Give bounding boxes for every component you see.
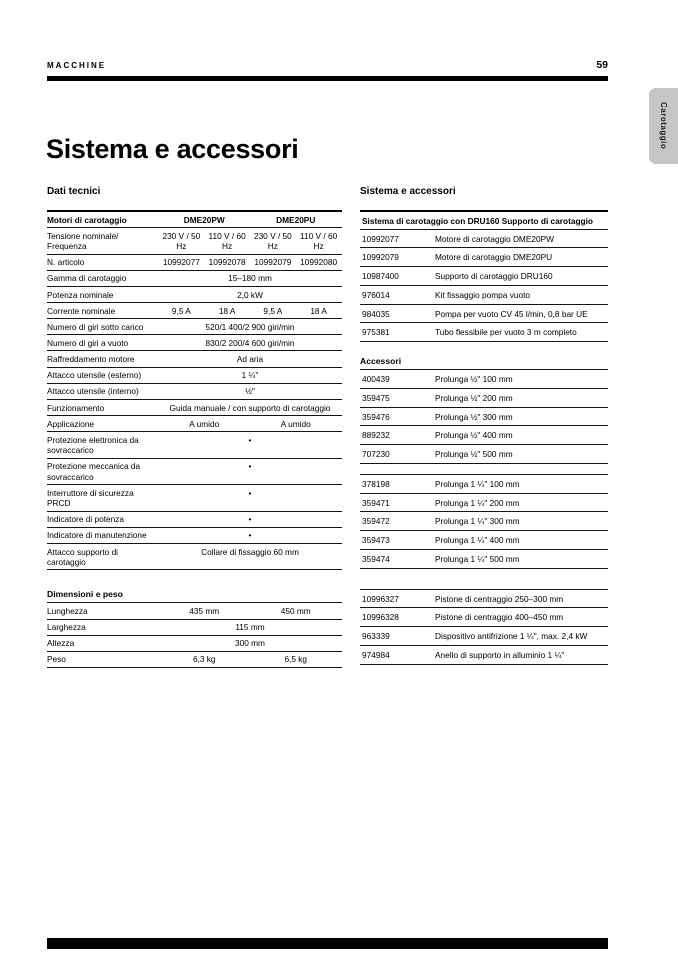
article-row bbox=[360, 494, 608, 513]
article-number: 10992079 bbox=[362, 252, 399, 263]
page-title: Sistema e accessori bbox=[46, 134, 299, 164]
spec-row bbox=[47, 286, 342, 302]
article-number: 976014 bbox=[362, 289, 390, 300]
article-description: Supporto di carotaggio DRU160 bbox=[435, 271, 553, 281]
article-number: 974984 bbox=[362, 649, 390, 660]
system-table-heading: Sistema di carotaggio con DRU160 Supporto di carotaggio bbox=[360, 212, 608, 230]
spec-row-value: 9,5 A bbox=[159, 303, 205, 319]
spec-row bbox=[47, 543, 342, 570]
spec-row bbox=[47, 383, 342, 399]
spec-row bbox=[47, 527, 342, 543]
article-description: Prolunga 1 ¼" 300 mm bbox=[435, 516, 520, 527]
article-description: Pistone di centraggio 250–300 mm bbox=[435, 593, 564, 604]
article-row bbox=[360, 230, 608, 249]
article-row bbox=[360, 550, 608, 569]
accessory-groups bbox=[360, 370, 608, 665]
page-number: 59 bbox=[596, 59, 608, 71]
article-description: Motore di carotaggio DME20PU bbox=[435, 252, 553, 263]
spec-row bbox=[47, 603, 342, 619]
spec-row bbox=[47, 351, 342, 367]
spec-row-value: Ad aria bbox=[159, 351, 342, 367]
article-description: Prolunga ½" 500 mm bbox=[435, 449, 513, 459]
spec-row-value: 9,5 A bbox=[251, 303, 297, 319]
spec-row bbox=[47, 303, 342, 319]
article-row bbox=[360, 590, 608, 609]
header-section-label: MACCHINE bbox=[47, 61, 107, 70]
article-number: 359476 bbox=[362, 411, 390, 422]
spec-row bbox=[47, 635, 342, 651]
spec-row bbox=[47, 367, 342, 383]
spec-header-row bbox=[47, 211, 342, 228]
spec-row-value: 18 A bbox=[296, 303, 342, 319]
article-row bbox=[360, 323, 608, 342]
article-row bbox=[360, 389, 608, 408]
article-row bbox=[360, 445, 608, 464]
spec-row-value: 6,5 kg bbox=[251, 651, 343, 667]
spec-row-value: 230 V / 50 Hz bbox=[159, 228, 205, 255]
spec-row-value: Guida manuale / con supporto di carotaggio bbox=[159, 399, 342, 415]
spec-row-label: Numero di giri sotto carico bbox=[47, 319, 159, 335]
model-column-header: DME20PU bbox=[251, 211, 343, 228]
spec-row bbox=[47, 432, 342, 459]
spec-row-value: 830/2 200/4 600 giri/min bbox=[159, 335, 342, 351]
header-rule bbox=[47, 76, 608, 81]
article-number: 963339 bbox=[362, 631, 390, 641]
article-description: Prolunga ½" 100 mm bbox=[435, 374, 513, 384]
article-number: 10987400 bbox=[362, 271, 399, 281]
dims-table-body bbox=[47, 603, 342, 667]
model-column-header: DME20PW bbox=[159, 211, 251, 228]
article-description: Prolunga 1 ¼" 500 mm bbox=[435, 553, 520, 564]
article-number: 359473 bbox=[362, 535, 390, 545]
spec-row-value: 10992078 bbox=[205, 254, 251, 270]
article-description: Kit fissaggio pompa vuoto bbox=[435, 289, 531, 300]
article-row bbox=[360, 512, 608, 531]
spec-row-label: Attacco supporto di carotaggio bbox=[47, 543, 159, 570]
article-number: 984035 bbox=[362, 308, 390, 319]
system-table bbox=[360, 210, 608, 342]
spec-row-value: 230 V / 50 Hz bbox=[251, 228, 297, 255]
spec-row-label: Protezione meccanica da sovraccarico bbox=[47, 458, 159, 485]
article-number: 975381 bbox=[362, 327, 390, 338]
accessory-group bbox=[360, 474, 608, 569]
article-number: 10996327 bbox=[362, 593, 399, 604]
article-row bbox=[360, 248, 608, 267]
article-description: Prolunga ½" 300 mm bbox=[435, 411, 513, 422]
article-row bbox=[360, 286, 608, 305]
article-number: 889232 bbox=[362, 430, 390, 441]
dimensions-table bbox=[47, 603, 342, 668]
side-tab-label: Carotaggio bbox=[659, 102, 668, 150]
spec-row-label: Tensione nominale/ Frequenza bbox=[47, 228, 159, 255]
spec-row-label: Interruttore di sicurezza PRCD bbox=[47, 485, 159, 512]
article-row bbox=[360, 646, 608, 665]
article-row bbox=[360, 370, 608, 389]
accessories-heading: Accessori bbox=[360, 356, 608, 370]
article-row bbox=[360, 531, 608, 550]
spec-row-value: 6,3 kg bbox=[159, 651, 251, 667]
spec-row-value: 10992079 bbox=[251, 254, 297, 270]
article-number: 359471 bbox=[362, 497, 390, 508]
spec-row-label: Gamma di carotaggio bbox=[47, 270, 159, 286]
article-number: 359472 bbox=[362, 516, 390, 527]
spec-row-value: 435 mm bbox=[159, 603, 251, 619]
spec-row-label: Applicazione bbox=[47, 416, 159, 432]
article-row bbox=[360, 267, 608, 286]
article-description: Pistone di centraggio 400–450 mm bbox=[435, 612, 564, 623]
spec-row-value: 10992077 bbox=[159, 254, 205, 270]
article-description: Prolunga ½" 400 mm bbox=[435, 430, 513, 441]
spec-row-label: Larghezza bbox=[47, 619, 159, 635]
spec-row-value: • bbox=[159, 432, 342, 459]
article-row bbox=[360, 475, 608, 494]
spec-row bbox=[47, 619, 342, 635]
tech-table bbox=[47, 210, 342, 570]
article-description: Dispositivo antifrizione 1 ¼", max. 2,4 kW bbox=[435, 631, 588, 641]
spec-row-label: N. articolo bbox=[47, 254, 159, 270]
spec-row bbox=[47, 254, 342, 270]
spec-row-label: Indicatore di manutenzione bbox=[47, 527, 159, 543]
spec-row bbox=[47, 511, 342, 527]
spec-row-label: Numero di giri a vuoto bbox=[47, 335, 159, 351]
system-table-rows bbox=[360, 230, 608, 343]
article-description: Motore di carotaggio DME20PW bbox=[435, 233, 554, 244]
spec-row-value: 115 mm bbox=[159, 619, 342, 635]
spec-row-value: 10992080 bbox=[296, 254, 342, 270]
spec-row-label: Protezione elettronica da sovraccarico bbox=[47, 432, 159, 459]
article-description: Prolunga 1 ¼" 400 mm bbox=[435, 535, 520, 545]
article-description: Pompa per vuoto CV 45 l/min, 0,8 bar UE bbox=[435, 308, 588, 319]
spec-row-value: 300 mm bbox=[159, 635, 342, 651]
spec-row bbox=[47, 651, 342, 667]
accessory-group bbox=[360, 370, 608, 464]
spec-row-value: 2,0 kW bbox=[159, 286, 342, 302]
article-description: Prolunga ½" 200 mm bbox=[435, 392, 513, 403]
spec-row bbox=[47, 335, 342, 351]
side-tab-carotaggio bbox=[649, 88, 678, 164]
spec-row-value: A umido bbox=[251, 416, 343, 432]
right-column bbox=[360, 186, 608, 665]
article-row bbox=[360, 426, 608, 445]
spec-row-value: 450 mm bbox=[251, 603, 343, 619]
spec-row-value: 110 V / 60 Hz bbox=[296, 228, 342, 255]
spec-row-value: Collare di fissaggio 60 mm bbox=[159, 543, 342, 570]
article-number: 400439 bbox=[362, 374, 390, 384]
spec-row-value: • bbox=[159, 527, 342, 543]
spec-row-label: Peso bbox=[47, 651, 159, 667]
article-number: 359475 bbox=[362, 392, 390, 403]
spec-row-value: ½" bbox=[159, 383, 342, 399]
spec-row bbox=[47, 319, 342, 335]
spec-row-label: Attacco utensile (esterno) bbox=[47, 367, 159, 383]
left-column bbox=[47, 186, 342, 668]
spec-row bbox=[47, 416, 342, 432]
article-number: 10996328 bbox=[362, 612, 399, 623]
article-number: 359474 bbox=[362, 553, 390, 564]
article-number: 10992077 bbox=[362, 233, 399, 244]
spec-row-label: Altezza bbox=[47, 635, 159, 651]
spec-row-value: 520/1 400/2 900 giri/min bbox=[159, 319, 342, 335]
spec-row-value: 1 ¼" bbox=[159, 367, 342, 383]
spec-row-value: • bbox=[159, 458, 342, 485]
spec-row-value: 15–180 mm bbox=[159, 270, 342, 286]
article-description: Tubo flessibile per vuoto 3 m completo bbox=[435, 327, 577, 338]
article-description: Anello di supporto in alluminio 1 ¼" bbox=[435, 649, 565, 660]
spec-row-value: • bbox=[159, 485, 342, 512]
spec-row-value: A umido bbox=[159, 416, 251, 432]
right-column-heading: Sistema e accessori bbox=[360, 186, 456, 197]
left-column-heading: Dati tecnici bbox=[47, 186, 101, 197]
tech-table-body bbox=[47, 211, 342, 570]
article-description: Prolunga 1 ¼" 200 mm bbox=[435, 497, 520, 508]
spec-row bbox=[47, 270, 342, 286]
article-row bbox=[360, 408, 608, 427]
footer-rule bbox=[47, 938, 608, 949]
article-row bbox=[360, 608, 608, 627]
article-number: 707230 bbox=[362, 449, 390, 459]
article-description: Prolunga 1 ¼" 100 mm bbox=[435, 478, 520, 489]
article-number: 378198 bbox=[362, 478, 390, 489]
spec-row-value: 18 A bbox=[205, 303, 251, 319]
spec-row bbox=[47, 485, 342, 512]
dimensions-heading: Dimensioni e peso bbox=[47, 589, 342, 603]
spec-row-label: Funzionamento bbox=[47, 399, 159, 415]
accessory-group bbox=[360, 589, 608, 665]
spec-row-label: Attacco utensile (interno) bbox=[47, 383, 159, 399]
spec-row bbox=[47, 458, 342, 485]
spec-row bbox=[47, 228, 342, 255]
spec-row-label: Corrente nominale bbox=[47, 303, 159, 319]
spec-row-label: Raffreddamento motore bbox=[47, 351, 159, 367]
article-row bbox=[360, 627, 608, 646]
spec-row-label: Lunghezza bbox=[47, 603, 159, 619]
spec-row-label: Potenza nominale bbox=[47, 286, 159, 302]
spec-row-value: • bbox=[159, 511, 342, 527]
spec-row bbox=[47, 399, 342, 415]
article-row bbox=[360, 305, 608, 324]
page-header bbox=[47, 59, 608, 71]
spec-row-label: Indicatore di potenza bbox=[47, 511, 159, 527]
spec-row-value: 110 V / 60 Hz bbox=[205, 228, 251, 255]
spec-header-label: Motori di carotaggio bbox=[47, 211, 159, 228]
